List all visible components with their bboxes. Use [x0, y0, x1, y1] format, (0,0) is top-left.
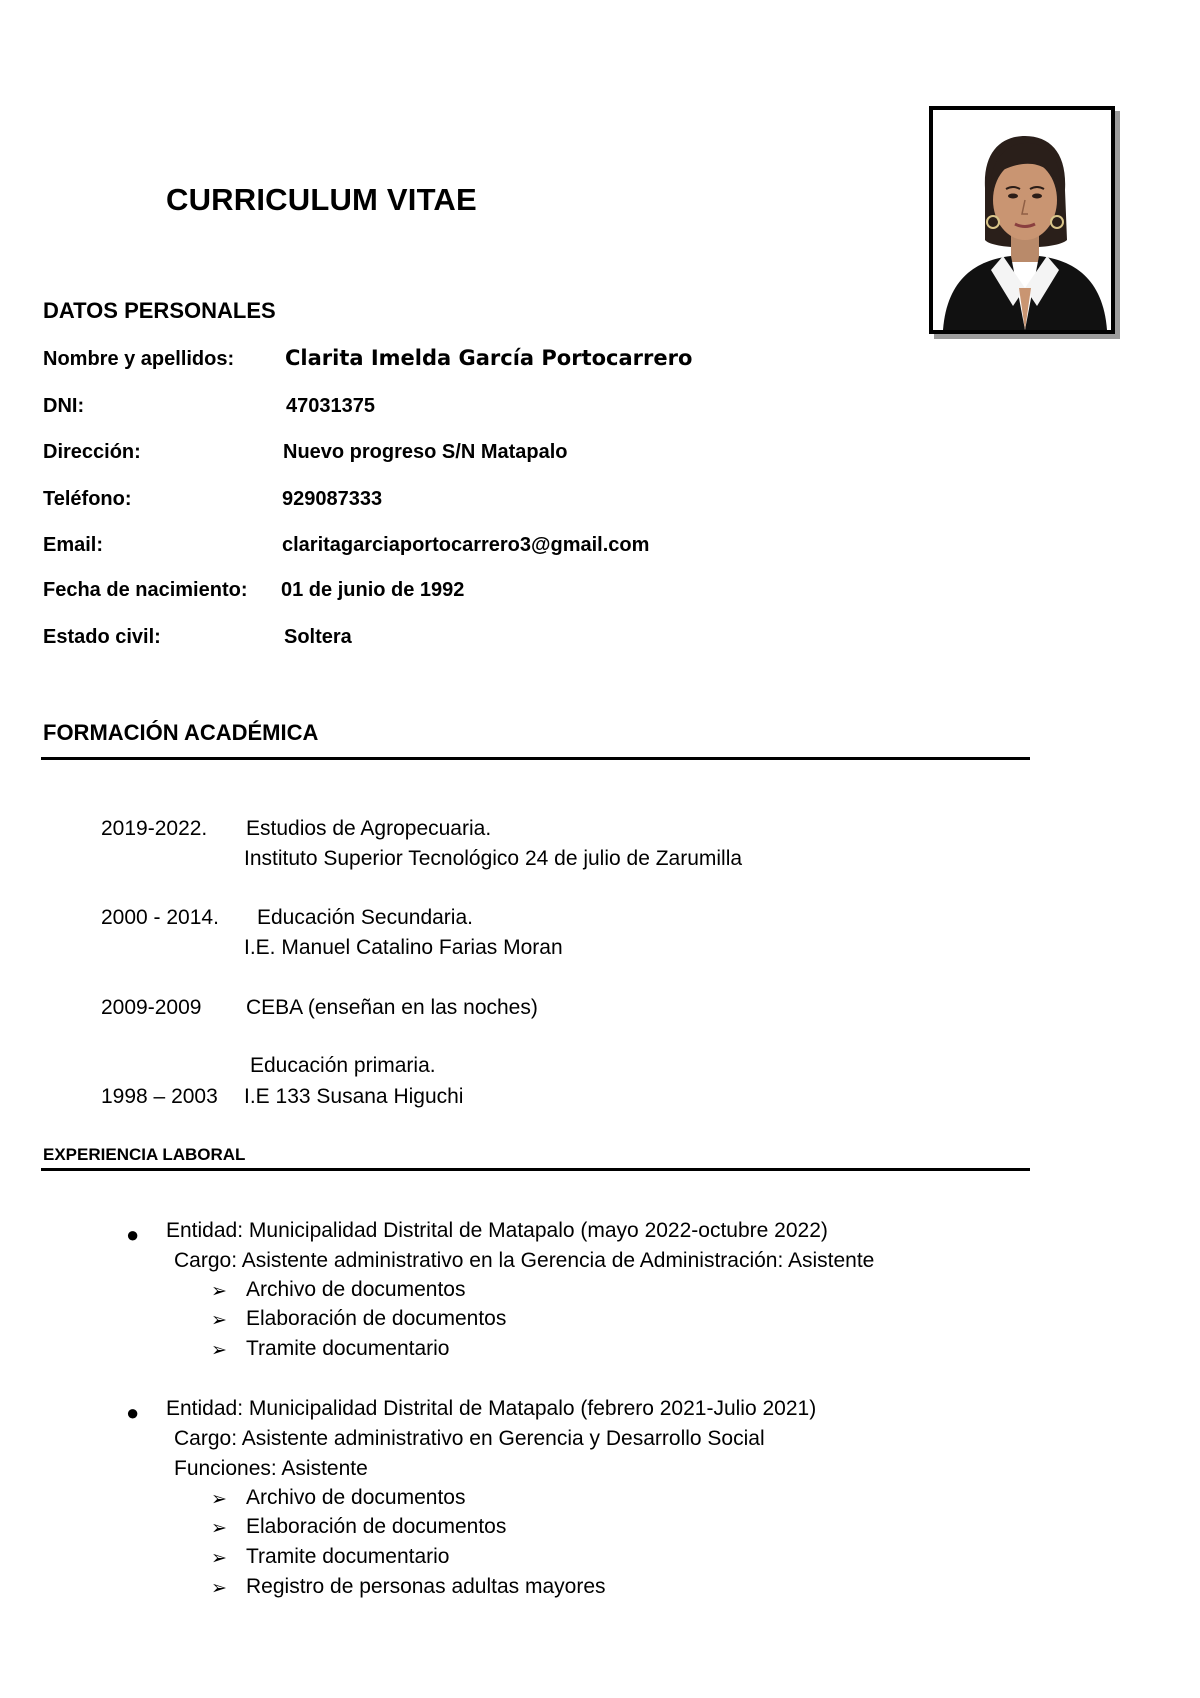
job-task: Tramite documentario [246, 1545, 450, 1568]
arrowhead-bullet-icon: ➢ [211, 1518, 227, 1539]
bullet-dot-icon: ● [126, 1222, 140, 1247]
job-task: Tramite documentario [246, 1337, 450, 1360]
job-entity: Entidad: Municipalidad Distrital de Matapalo (mayo 2022-octubre 2022) [166, 1219, 828, 1242]
value-dni: 47031375 [286, 395, 375, 417]
section-heading-education: FORMACIÓN ACADÉMICA [43, 720, 319, 745]
bullet-dot-icon: ● [126, 1400, 140, 1425]
label-email: Email: [43, 534, 104, 556]
job-entity: Entidad: Municipalidad Distrital de Matapalo (febrero 2021-Julio 2021) [166, 1397, 817, 1420]
label-birthdate: Fecha de nacimiento: [43, 579, 248, 601]
portrait-illustration [933, 110, 1111, 330]
section-divider [41, 1168, 1030, 1171]
edu-institution: I.E 133 Susana Higuchi [244, 1085, 464, 1108]
edu-years: 1998 – 2003 [101, 1085, 218, 1108]
job-cargo: Cargo: Asistente administrativo en Gerencia y Desarrollo Social [174, 1427, 765, 1450]
portrait-photo [929, 106, 1115, 334]
value-birthdate: 01 de junio de 1992 [281, 579, 465, 601]
value-address: Nuevo progreso S/N Matapalo [283, 441, 568, 463]
label-phone: Teléfono: [43, 488, 132, 510]
label-address: Dirección: [43, 441, 141, 463]
job-task: Archivo de documentos [246, 1278, 466, 1301]
label-name: Nombre y apellidos: [43, 348, 235, 370]
arrowhead-bullet-icon: ➢ [211, 1281, 227, 1302]
edu-title: Educación primaria. [250, 1054, 436, 1077]
value-phone: 929087333 [282, 488, 383, 510]
arrowhead-bullet-icon: ➢ [211, 1310, 227, 1331]
value-civil-status: Soltera [284, 626, 352, 648]
edu-years: 2000 - 2014. [101, 906, 219, 929]
edu-title: Educación Secundaria. [257, 906, 473, 929]
job-functions: Funciones: Asistente [174, 1457, 368, 1480]
arrowhead-bullet-icon: ➢ [211, 1489, 227, 1510]
arrowhead-bullet-icon: ➢ [211, 1578, 227, 1599]
value-email: claritagarciaportocarrero3@gmail.com [282, 534, 650, 556]
section-heading-experience: EXPERIENCIA LABORAL [43, 1145, 246, 1164]
edu-years: 2009-2009 [101, 996, 202, 1019]
section-heading-personal: DATOS PERSONALES [43, 298, 276, 323]
label-civil-status: Estado civil: [43, 626, 161, 648]
job-cargo: Cargo: Asistente administrativo en la Gerencia de Administración: Asistente [174, 1249, 875, 1272]
edu-institution: Instituto Superior Tecnológico 24 de julio de Zarumilla [244, 847, 743, 870]
job-task: Elaboración de documentos [246, 1307, 507, 1330]
arrowhead-bullet-icon: ➢ [211, 1548, 227, 1569]
edu-title: CEBA (enseñan en las noches) [246, 996, 538, 1019]
job-task: Elaboración de documentos [246, 1515, 507, 1538]
label-dni: DNI: [43, 395, 85, 417]
arrowhead-bullet-icon: ➢ [211, 1340, 227, 1361]
edu-title: Estudios de Agropecuaria. [246, 817, 492, 840]
job-task: Archivo de documentos [246, 1486, 466, 1509]
value-name: Clarita Imelda García Portocarrero [285, 346, 693, 370]
document-title: CURRICULUM VITAE [166, 182, 477, 217]
section-divider [41, 757, 1030, 760]
edu-years: 2019-2022. [101, 817, 208, 840]
edu-institution: I.E. Manuel Catalino Farias Moran [244, 936, 563, 959]
job-task: Registro de personas adultas mayores [246, 1575, 606, 1598]
